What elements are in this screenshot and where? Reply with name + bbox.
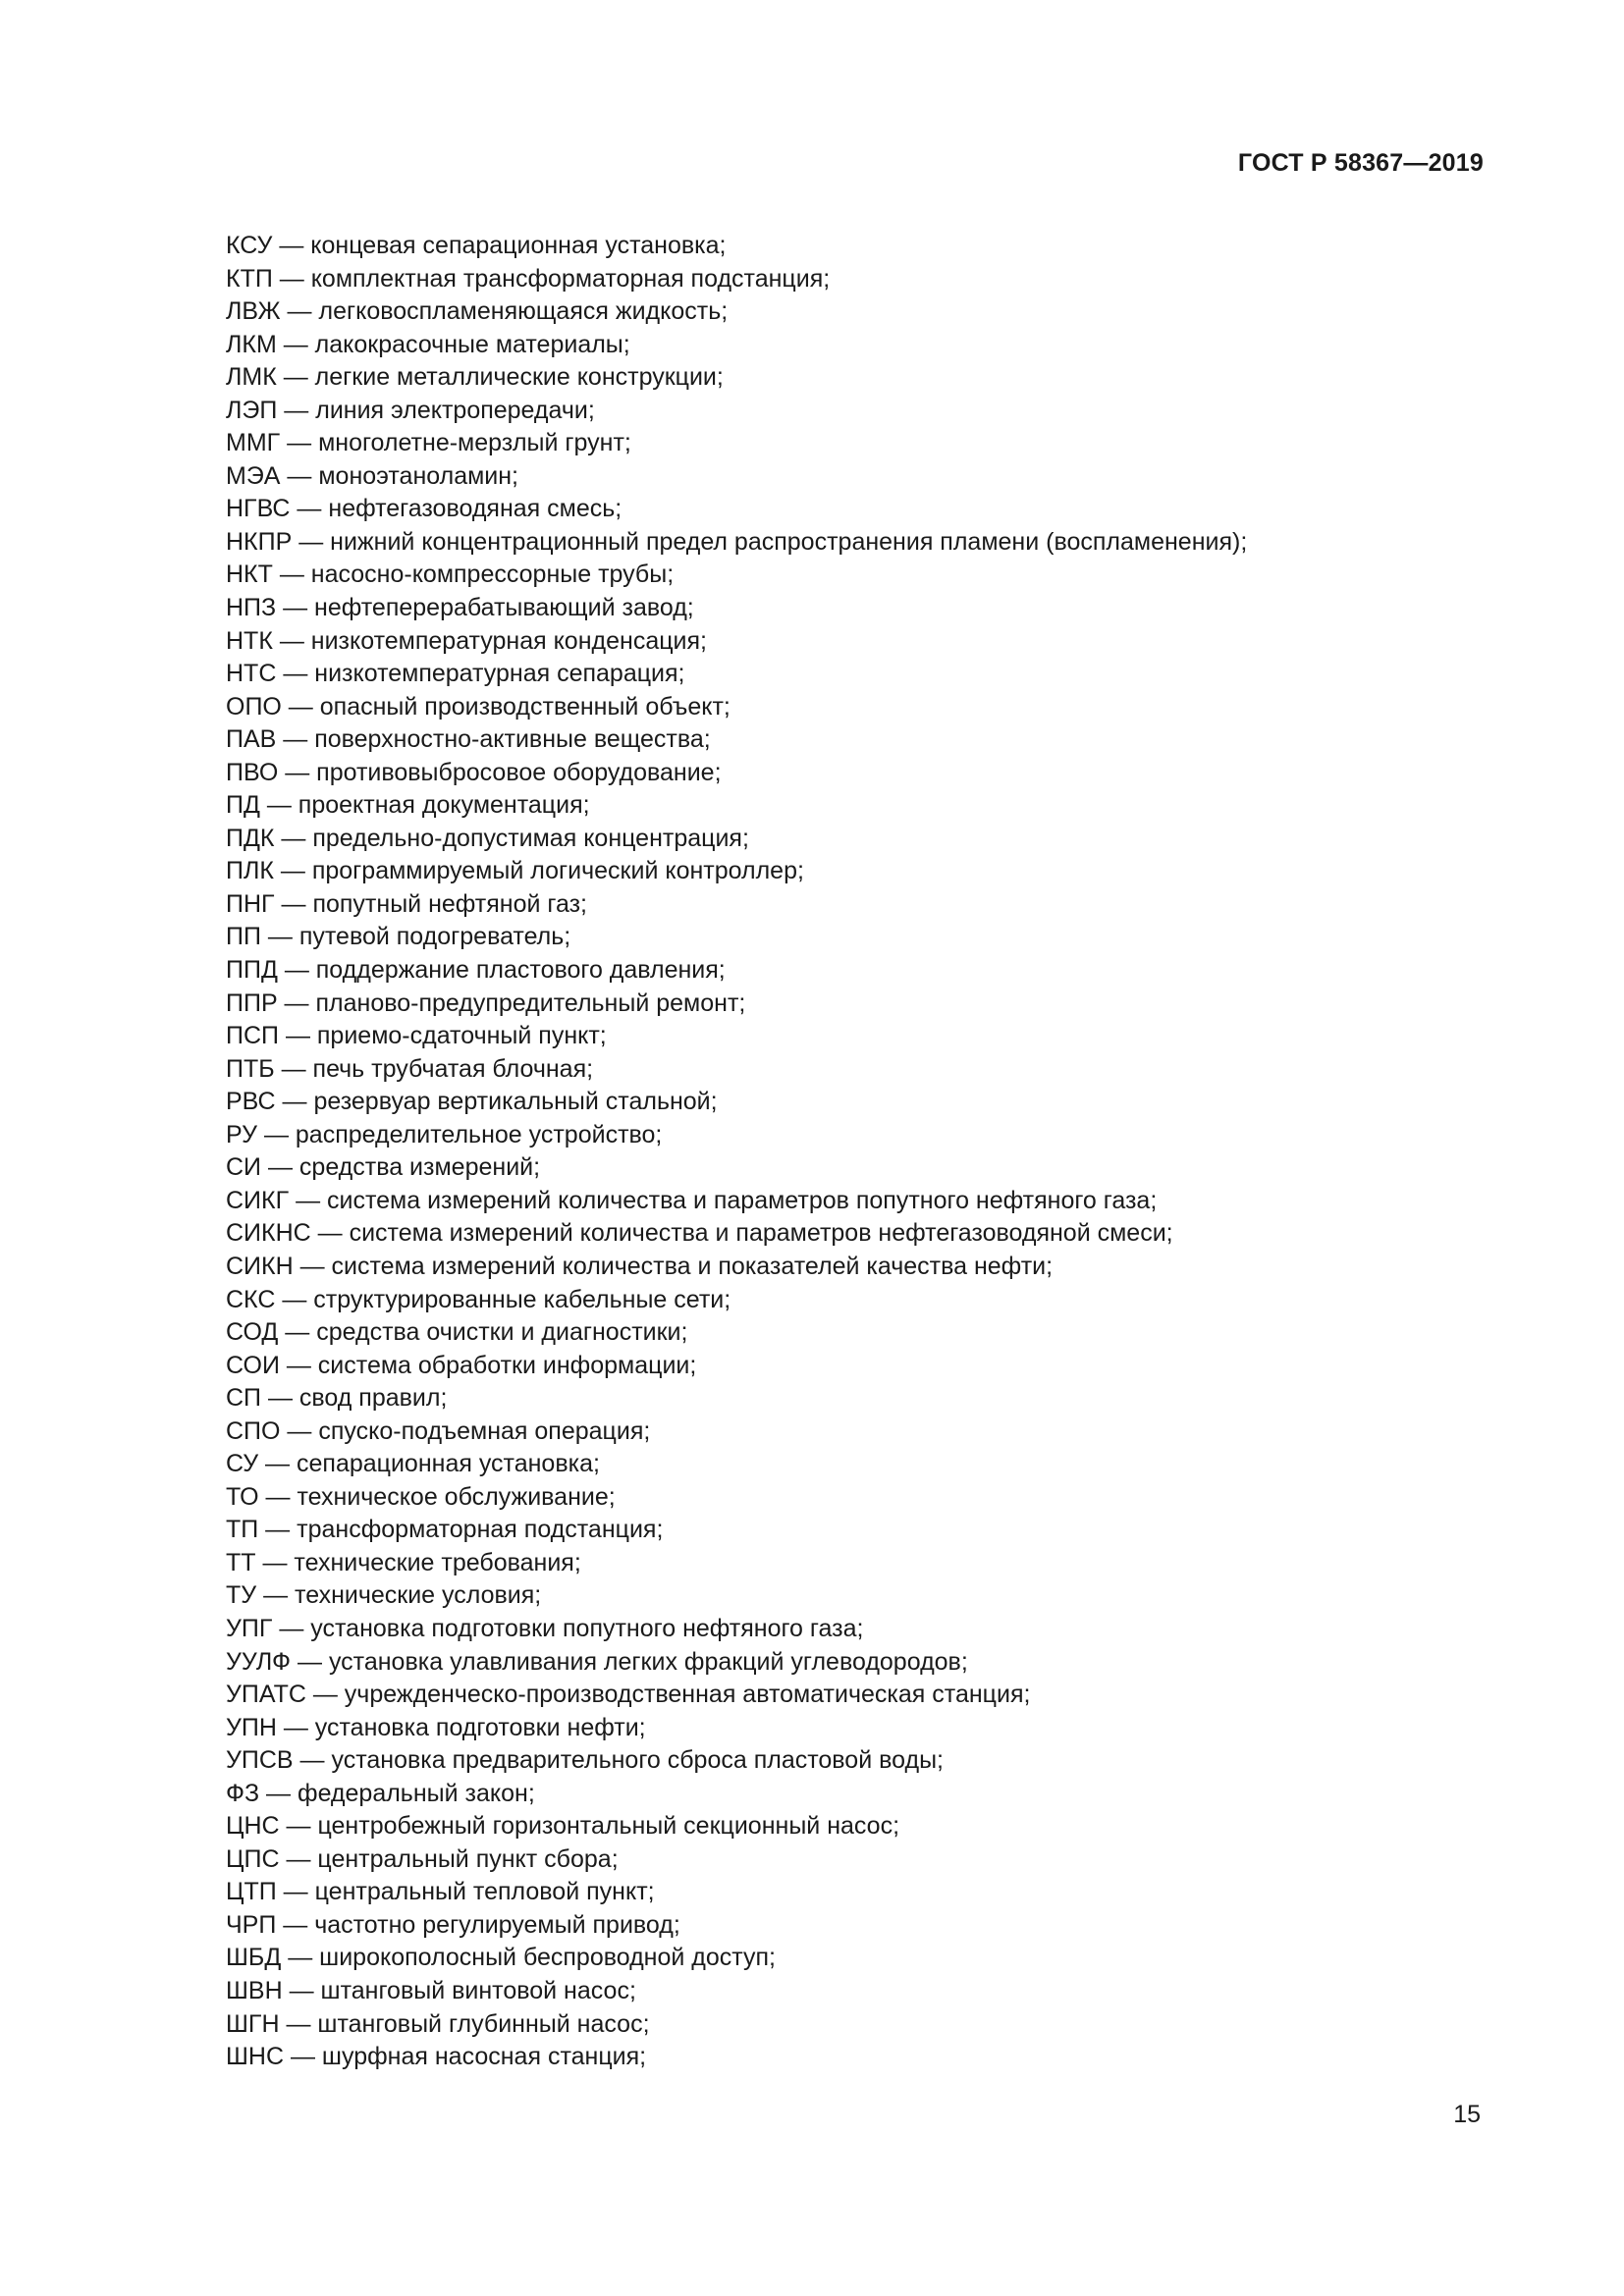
abbreviation-item: ПСП — приемо-сдаточный пункт; bbox=[226, 1022, 607, 1050]
abbreviation-item: СИКНС — система измерений количества и параметров нефтегазоводяной смеси; bbox=[226, 1219, 1173, 1248]
abbreviation-item: ПДК — предельно-допустимая концентрация; bbox=[226, 824, 749, 852]
abbreviation-item: ФЗ — федеральный закон; bbox=[226, 1779, 535, 1807]
abbreviation-item: КТП — комплектная трансформаторная подстанция; bbox=[226, 264, 831, 293]
abbreviation-item: ЛВЖ — легковоспламеняющаяся жидкость; bbox=[226, 297, 729, 326]
abbreviation-item: НГВС — нефтегазоводяная смесь; bbox=[226, 495, 623, 523]
abbreviation-item: НКТ — насосно-компрессорные трубы; bbox=[226, 561, 675, 589]
abbreviation-item: СИ — средства измерений; bbox=[226, 1153, 541, 1182]
abbreviation-item: ПП — путевой подогреватель; bbox=[226, 923, 571, 951]
document-code-header: ГОСТ Р 58367—2019 bbox=[1237, 149, 1484, 177]
abbreviation-item: СП — свод правил; bbox=[226, 1384, 448, 1413]
abbreviation-item: ЛМК — легкие металлические конструкции; bbox=[226, 363, 724, 392]
abbreviation-item: ПТБ — печь трубчатая блочная; bbox=[226, 1054, 594, 1083]
abbreviation-item: СКС — структурированные кабельные сети; bbox=[226, 1285, 731, 1313]
abbreviation-item: ТУ — технические условия; bbox=[226, 1581, 542, 1610]
abbreviation-item: НКПР — нижний концентрационный предел распространения пламени (воспламенения); bbox=[226, 527, 1248, 556]
abbreviation-item: ШГН — штанговый глубинный насос; bbox=[226, 2009, 650, 2038]
abbreviation-item: ШВН — штанговый винтовой насос; bbox=[226, 1976, 636, 2004]
abbreviation-item: СОД — средства очистки и диагностики; bbox=[226, 1318, 688, 1347]
abbreviation-item: ПД — проектная документация; bbox=[226, 791, 590, 820]
abbreviation-item: КСУ — концевая сепарационная установка; bbox=[226, 232, 727, 259]
abbreviation-item: УПСВ — установка предварительного сброса пластовой воды; bbox=[226, 1746, 944, 1775]
abbreviation-item: ЧРП — частотно регулируемый привод; bbox=[226, 1910, 680, 1939]
abbreviation-item: СИКН — система измерений количества и показателей качества нефти; bbox=[226, 1252, 1054, 1280]
abbreviation-item: ПВО — противовыбросовое оборудование; bbox=[226, 758, 722, 786]
page-number: 15 bbox=[1453, 2101, 1481, 2128]
abbreviation-item: УУЛФ — установка улавливания легких фракций углеводородов; bbox=[226, 1647, 968, 1676]
abbreviation-item: ЦТП — центральный тепловой пункт; bbox=[226, 1878, 655, 1906]
abbreviation-item: ШБД — широкополосный беспроводной доступ; bbox=[226, 1944, 776, 1972]
abbreviation-item: ЛКМ — лакокрасочные материалы; bbox=[226, 330, 630, 358]
abbreviation-item: НПЗ — нефтеперерабатывающий завод; bbox=[226, 594, 694, 622]
abbreviation-item: МЭА — моноэтаноламин; bbox=[226, 461, 518, 490]
abbreviation-item: ЦПС — центральный пункт сбора; bbox=[226, 1844, 619, 1873]
abbreviation-item: ШНС — шурфная насосная станция; bbox=[226, 2043, 647, 2071]
abbreviation-item: РВС — резервуар вертикальный стальной; bbox=[226, 1088, 718, 1116]
abbreviation-item: ПАВ — поверхностно-активные вещества; bbox=[226, 725, 711, 754]
abbreviation-item: ТТ — технические требования; bbox=[226, 1548, 581, 1576]
abbreviation-item: ПЛК — программируемый логический контроллер; bbox=[226, 857, 804, 885]
abbreviation-item: ППР — планово-предупредительный ремонт; bbox=[226, 988, 746, 1017]
abbreviation-item: ММГ — многолетне-мерзлый грунт; bbox=[226, 429, 631, 457]
abbreviation-list bbox=[226, 230, 1247, 2074]
abbreviation-item: УПАТС — учрежденческо-производственная автоматическая станция; bbox=[226, 1681, 1031, 1709]
abbreviation-item: СИКГ — система измерений количества и параметров попутного нефтяного газа; bbox=[226, 1186, 1158, 1214]
abbreviation-item: УПН — установка подготовки нефти; bbox=[226, 1713, 646, 1741]
abbreviation-item: ЦНС — центробежный горизонтальный секционный насос; bbox=[226, 1812, 900, 1841]
abbreviation-item: ОПО — опасный производственный объект; bbox=[226, 692, 731, 721]
abbreviation-item: ПНГ — попутный нефтяной газ; bbox=[226, 889, 588, 918]
abbreviation-item: РУ — распределительное устройство; bbox=[226, 1120, 663, 1148]
abbreviation-item: НТС — низкотемпературная сепарация; bbox=[226, 660, 685, 688]
abbreviation-item: ТО — техническое обслуживание; bbox=[226, 1482, 616, 1511]
abbreviation-item: ППД — поддержание пластового давления; bbox=[226, 956, 726, 985]
abbreviation-item: ТП — трансформаторная подстанция; bbox=[226, 1516, 664, 1544]
abbreviation-item: СПО — спуско-подъемная операция; bbox=[226, 1416, 651, 1445]
abbreviation-item: ЛЭП — линия электропередачи; bbox=[226, 396, 595, 424]
abbreviation-item: НТК — низкотемпературная конденсация; bbox=[226, 626, 707, 655]
abbreviation-item: СУ — сепарационная установка; bbox=[226, 1450, 600, 1478]
abbreviation-item: СОИ — система обработки информации; bbox=[226, 1351, 697, 1379]
abbreviation-item: УПГ — установка подготовки попутного нефтяного газа; bbox=[226, 1614, 864, 1642]
